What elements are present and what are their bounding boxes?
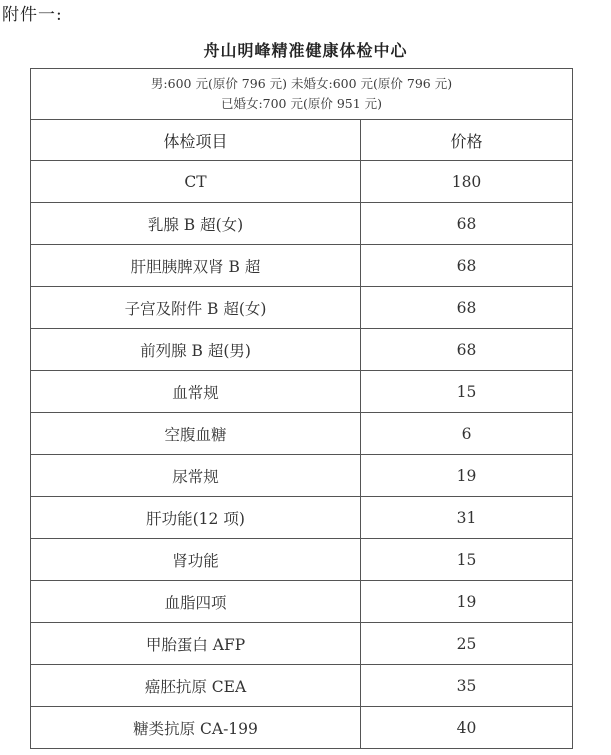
item-price: 68 [361, 329, 573, 371]
table-row [31, 245, 573, 287]
item-name: 肝胆胰脾双肾 B 超 [31, 245, 361, 287]
item-name: 血常规 [31, 371, 361, 413]
item-price: 19 [361, 581, 573, 623]
item-name: 癌胚抗原 CEA [31, 665, 361, 707]
table-row [31, 623, 573, 665]
summary-row [31, 69, 573, 120]
table-row [31, 371, 573, 413]
item-price: 180 [361, 161, 573, 203]
table-row [31, 455, 573, 497]
item-name: 乳腺 B 超(女) [31, 203, 361, 245]
item-price: 68 [361, 287, 573, 329]
document-title: 舟山明峰精准健康体检中心 [203, 41, 408, 60]
item-price: 6 [361, 413, 573, 455]
table-row [31, 707, 573, 749]
table-row [31, 413, 573, 455]
table-row [31, 329, 573, 371]
header-item: 体检项目 [31, 120, 361, 161]
table-row [31, 497, 573, 539]
table-header-row [31, 120, 573, 161]
item-price: 40 [361, 707, 573, 749]
item-name: 前列腺 B 超(男) [31, 329, 361, 371]
summary-line-2: 已婚女:700 元(原价 951 元) [220, 96, 383, 111]
item-name: 甲胎蛋白 AFP [31, 623, 361, 665]
item-price: 31 [361, 497, 573, 539]
table-row [31, 539, 573, 581]
header-price: 价格 [361, 120, 573, 161]
item-price: 25 [361, 623, 573, 665]
item-price: 68 [361, 245, 573, 287]
attachment-label: 附件一: [2, 5, 63, 25]
summary-line-1: 男:600 元(原价 796 元) 未婚女:600 元(原价 796 元) [150, 76, 453, 91]
item-name: 糖类抗原 CA-199 [31, 707, 361, 749]
table-row [31, 665, 573, 707]
item-name: 空腹血糖 [31, 413, 361, 455]
item-price: 19 [361, 455, 573, 497]
item-name: 肝功能(12 项) [31, 497, 361, 539]
price-table [30, 68, 573, 749]
item-price: 68 [361, 203, 573, 245]
table-row [31, 161, 573, 203]
item-price: 15 [361, 539, 573, 581]
item-name: 尿常规 [31, 455, 361, 497]
table-row [31, 287, 573, 329]
item-price: 15 [361, 371, 573, 413]
item-name: 肾功能 [31, 539, 361, 581]
item-price: 35 [361, 665, 573, 707]
summary-cell [31, 69, 573, 120]
item-name: CT [31, 161, 361, 203]
table-row [31, 203, 573, 245]
item-name: 子宫及附件 B 超(女) [31, 287, 361, 329]
item-name: 血脂四项 [31, 581, 361, 623]
table-row [31, 581, 573, 623]
